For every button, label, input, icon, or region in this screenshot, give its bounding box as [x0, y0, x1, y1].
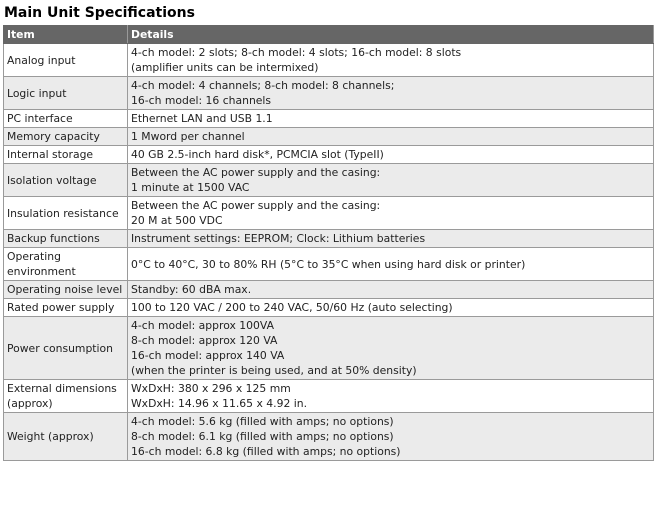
- details-line: 16-ch model: approx 140 VA: [131, 349, 285, 362]
- item-label: Isolation voltage: [7, 173, 97, 187]
- details-line: 0°C to 40°C, 30 to 80% RH (5°C to 35°C when using hard disk or printer): [131, 257, 526, 271]
- details-cell: [128, 77, 654, 110]
- details-line: Between the AC power supply and the casing:: [131, 199, 381, 212]
- table-row: [4, 197, 654, 230]
- item-cell: [4, 77, 128, 110]
- details-cell: [128, 230, 654, 248]
- item-cell: [4, 128, 128, 146]
- item-cell: [4, 164, 128, 197]
- item-cell: [4, 317, 128, 380]
- item-cell: [4, 248, 128, 281]
- details-line: Ethernet LAN and USB 1.1: [131, 112, 273, 125]
- item-cell: [4, 146, 128, 164]
- item-label: Power consumption: [7, 341, 113, 355]
- details-line: 8-ch model: 6.1 kg (filled with amps; no options): [131, 430, 394, 443]
- item-cell: [4, 413, 128, 461]
- details-line: 20 M at 500 VDC: [131, 214, 223, 227]
- details-line: WxDxH: 380 x 296 x 125 mm: [131, 382, 291, 395]
- details-line: 8-ch model: approx 120 VA: [131, 334, 278, 347]
- item-label: Memory capacity: [7, 130, 100, 143]
- item-cell: [4, 281, 128, 299]
- table-header-row: [4, 26, 654, 44]
- table-body: [4, 44, 654, 461]
- item-label: environment: [7, 265, 76, 278]
- table-row: [4, 413, 654, 461]
- item-label: Weight (approx): [7, 430, 94, 443]
- details-line: 16-ch model: 16 channels: [131, 94, 272, 107]
- table-row: [4, 248, 654, 281]
- details-cell: [128, 146, 654, 164]
- details-cell: [128, 44, 654, 77]
- item-cell: [4, 197, 128, 230]
- item-label: Logic input: [7, 86, 67, 100]
- details-line: (when the printer is being used, and at 50% density): [131, 364, 417, 377]
- details-cell: [128, 248, 654, 281]
- item-label: Backup functions: [7, 232, 100, 245]
- details-cell: [128, 110, 654, 128]
- item-label: Operating noise level: [7, 283, 123, 296]
- table-row: [4, 230, 654, 248]
- table-row: [4, 146, 654, 164]
- details-line: 4-ch model: 2 slots; 8-ch model: 4 slots; 16-ch model: 8 slots: [131, 46, 462, 59]
- details-line: 40 GB 2.5-inch hard disk*, PCMCIA slot (TypeII): [131, 148, 384, 161]
- details-line: 16-ch model: 6.8 kg (filled with amps; no options): [131, 445, 401, 458]
- details-cell: [128, 281, 654, 299]
- details-line: 100 to 120 VAC / 200 to 240 VAC, 50/60 Hz (auto selecting): [131, 301, 453, 314]
- item-cell: [4, 380, 128, 413]
- item-cell: [4, 299, 128, 317]
- item-label: Insulation resistance: [7, 206, 119, 220]
- spec-table: [3, 25, 654, 461]
- details-line: 4-ch model: 5.6 kg (filled with amps; no options): [131, 415, 394, 428]
- page-title: Main Unit Specifications: [4, 5, 195, 21]
- details-cell: [128, 299, 654, 317]
- details-cell: [128, 317, 654, 380]
- table-row: [4, 299, 654, 317]
- details-cell: [128, 380, 654, 413]
- details-line: Instrument settings: EEPROM; Clock: Lithium batteries: [131, 232, 426, 245]
- item-label: (approx): [7, 397, 53, 410]
- item-cell: [4, 230, 128, 248]
- item-cell: [4, 44, 128, 77]
- item-label: Rated power supply: [7, 301, 115, 314]
- details-cell: [128, 128, 654, 146]
- item-label: PC interface: [7, 112, 73, 125]
- details-cell: [128, 164, 654, 197]
- details-line: 4-ch model: approx 100VA: [131, 319, 274, 332]
- details-line: 4-ch model: 4 channels; 8-ch model: 8 channels;: [131, 79, 395, 92]
- table-row: [4, 164, 654, 197]
- details-line: 1 Mword per channel: [131, 130, 245, 143]
- column-header-details: Details: [128, 26, 654, 44]
- item-label: Analog input: [7, 53, 76, 67]
- item-label: Operating: [7, 250, 61, 263]
- table-row: [4, 110, 654, 128]
- details-cell: [128, 197, 654, 230]
- details-line: Standby: 60 dBA max.: [131, 283, 252, 296]
- item-label: External dimensions: [7, 382, 117, 395]
- table-row: [4, 44, 654, 77]
- table-row: [4, 380, 654, 413]
- table-row: [4, 281, 654, 299]
- details-line: 1 minute at 1500 VAC: [131, 181, 250, 194]
- column-header-item: Item: [4, 26, 128, 44]
- table-row: [4, 317, 654, 380]
- details-line: Between the AC power supply and the casing:: [131, 166, 381, 179]
- item-label: Internal storage: [7, 148, 94, 161]
- table-row: [4, 77, 654, 110]
- details-cell: [128, 413, 654, 461]
- item-cell: [4, 110, 128, 128]
- details-line: WxDxH: 14.96 x 11.65 x 4.92 in.: [131, 397, 308, 410]
- details-line: (amplifier units can be intermixed): [131, 61, 319, 74]
- table-row: [4, 128, 654, 146]
